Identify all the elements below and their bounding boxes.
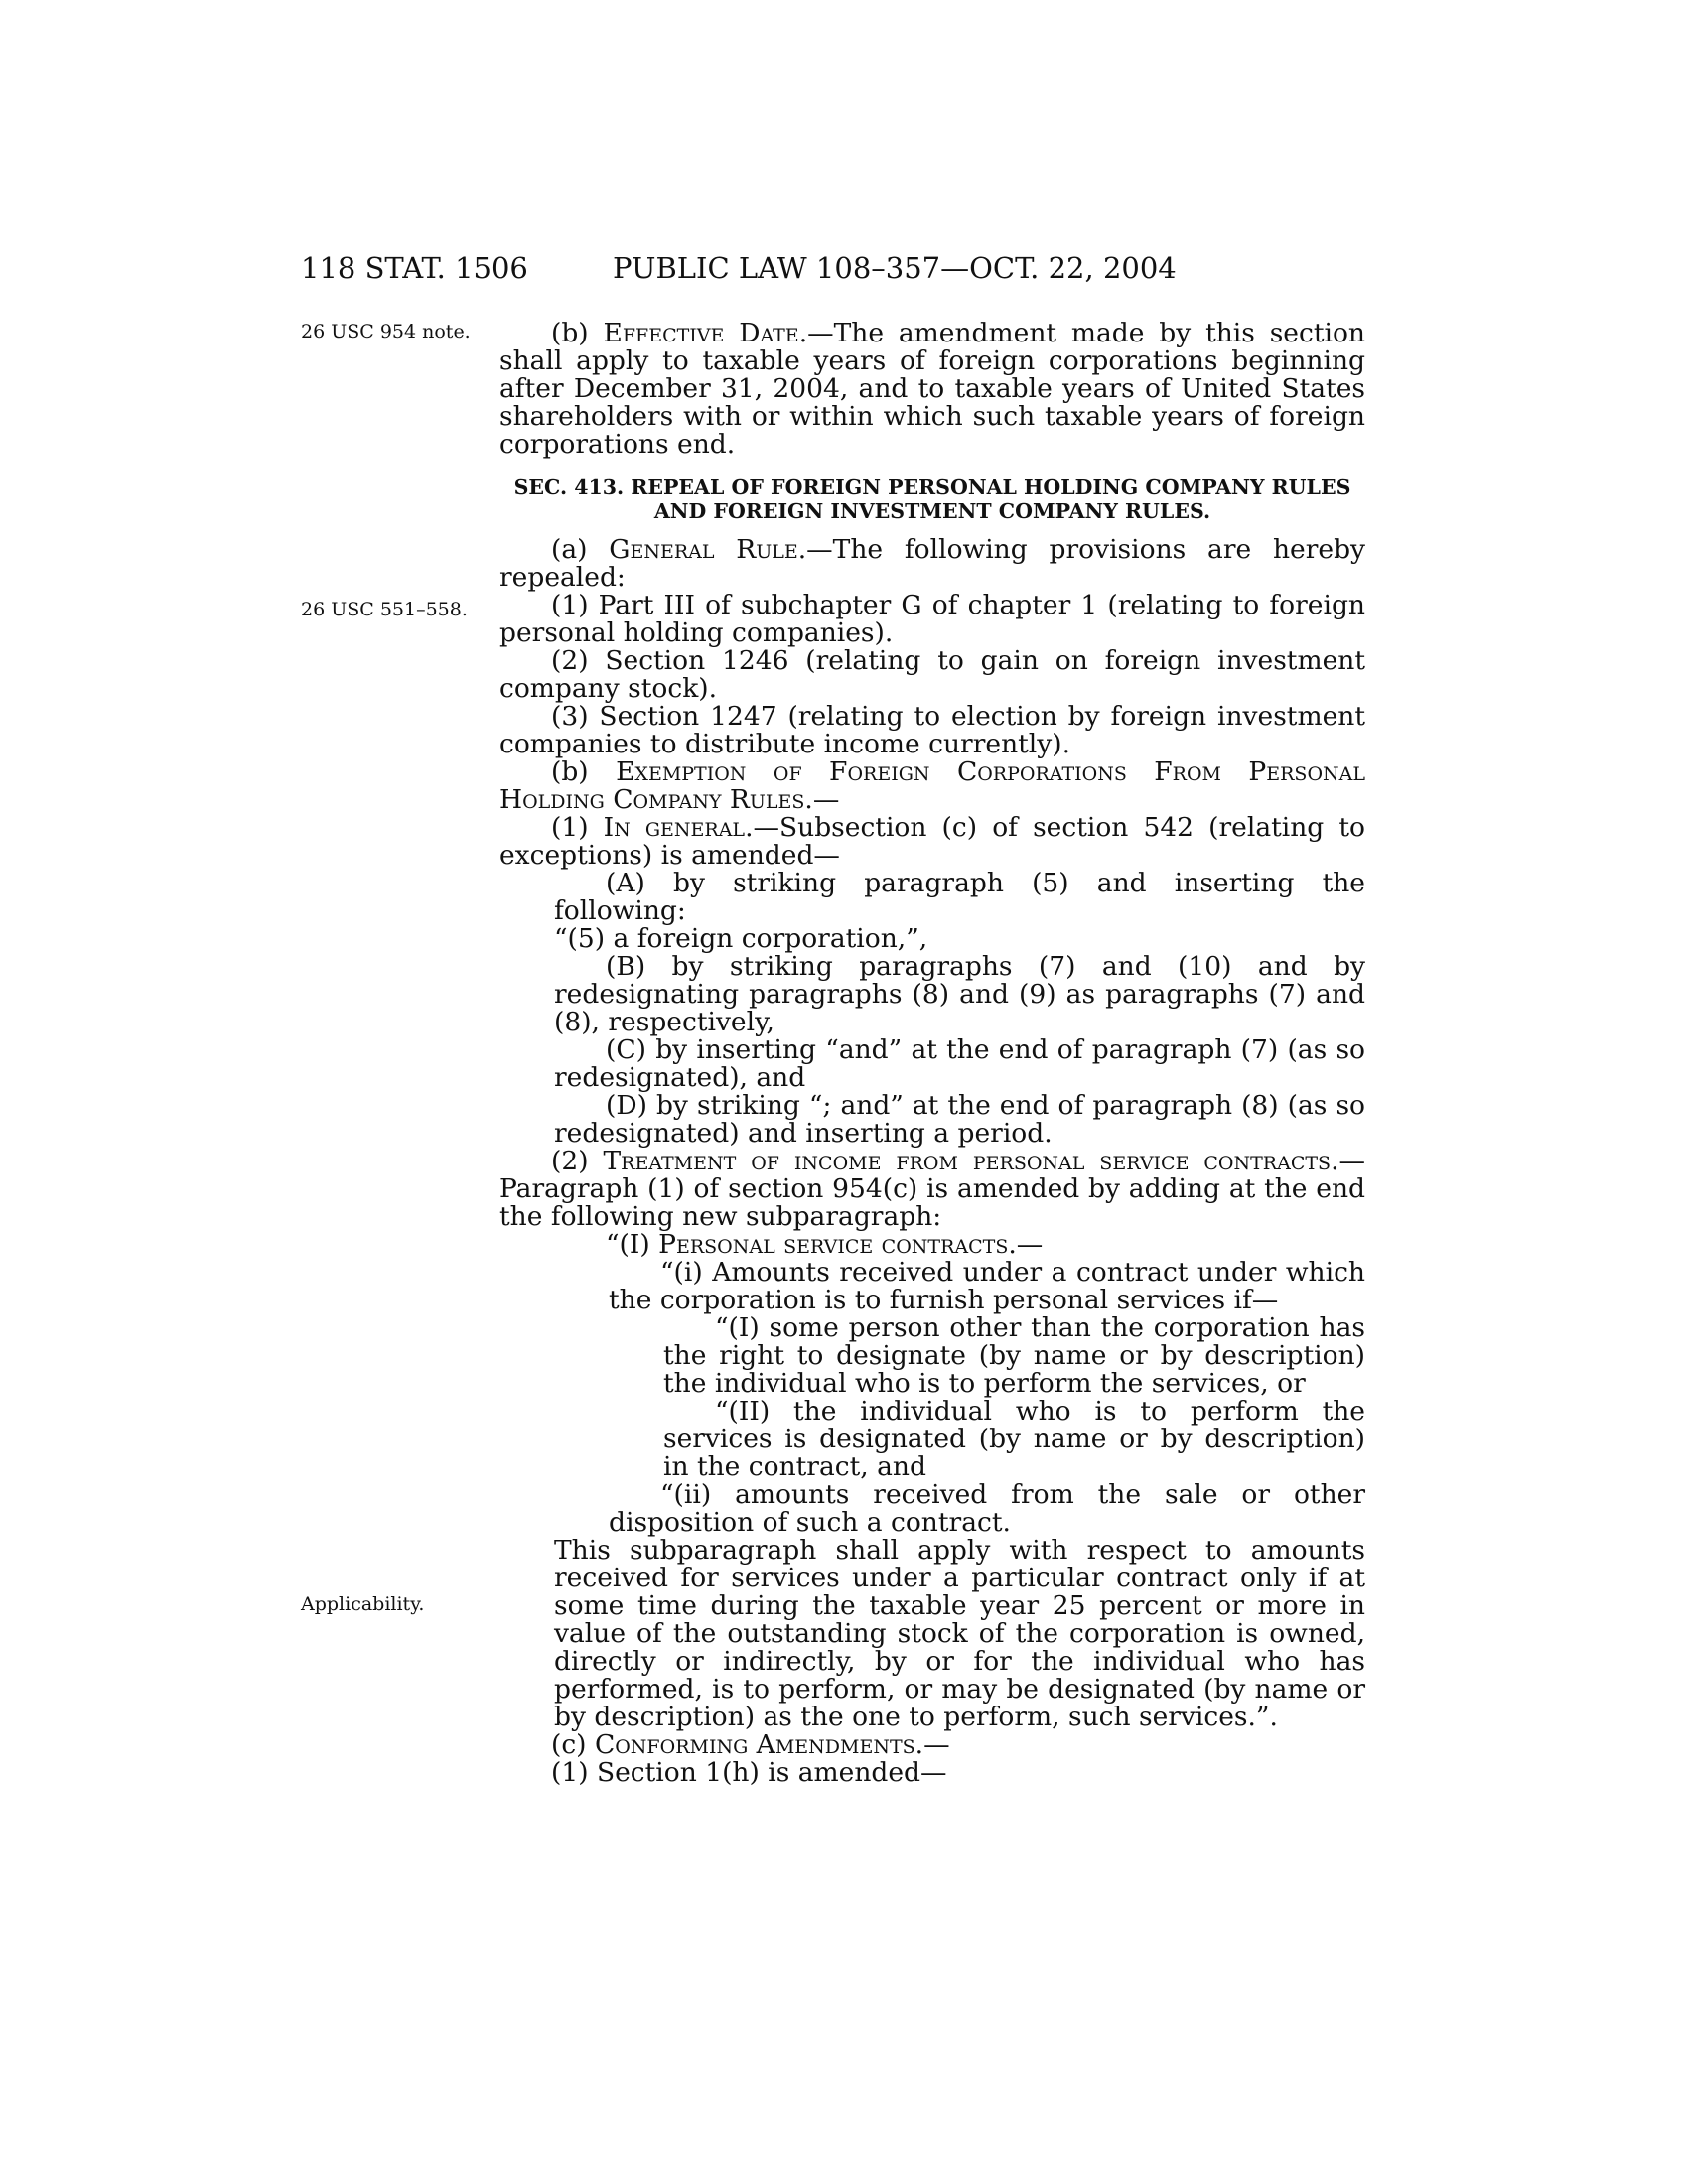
general-rule-paragraph: (a) General Rule.—The following provisions are hereby repealed: <box>499 534 1366 593</box>
document-body <box>499 320 1365 1787</box>
clause-i: “(i) Amounts received under a contract under which the corporation is to furnish personal services if— <box>609 1257 1365 1315</box>
margin-note-applicability: Applicability. <box>301 1593 425 1615</box>
subclause-II: “(II) the individual who is to perform the services is designated (by name or by description) in the contract, and <box>663 1396 1365 1482</box>
clause-b-1-C: (C) by inserting “and” at the end of paragraph (7) (as so redesignated), and <box>554 1034 1365 1093</box>
clause-b-1-D: (D) by striking “; and” at the end of paragraph (8) (as so redesignated) and inserting a period. <box>554 1090 1365 1149</box>
exemption-paragraph: (b) Exemption of Foreign Corporations From Personal Holding Company Rules.— <box>499 756 1365 815</box>
section-title: SEC. 413. REPEAL OF FOREIGN PERSONAL HOLDING COMPANY RULES AND FOREIGN INVESTMENT COMPANY RULES. <box>513 476 1351 523</box>
page-header-title: PUBLIC LAW 108–357—OCT. 22, 2004 <box>613 251 1177 285</box>
margin-note-usc-551: 26 USC 551–558. <box>301 599 468 620</box>
effective-date-paragraph: (b) Effective Date.—The amendment made by this section shall apply to taxable years of foreign corporations beginning after December 31, 2004, and to taxable years of United States shareholders with or within which such taxable years of foreign corporations end. <box>499 318 1365 460</box>
statute-page-number: 118 STAT. 1506 <box>301 251 528 285</box>
subparagraph-I-heading: “(I) Personal service contracts.— <box>606 1229 1044 1260</box>
subclause-I: “(I) some person other than the corporation has the right to designate (by name or by description) the individual who is to perform the services, or <box>663 1312 1365 1399</box>
applicability-paragraph: This subparagraph shall apply with respect to amounts received for services under a particular contract only if at some time during the taxable year 25 percent or more in value of the outstanding stock of the corporation is owned, directly or indirectly, by or for the individual who has performed, is to perform, or may be designated (by name or by description) as the one to perform, such services.”. <box>554 1535 1365 1732</box>
paragraph-a-3: (3) Section 1247 (relating to election by foreign investment companies to distribute income currently). <box>499 701 1365 759</box>
conforming-amendments-heading: (c) Conforming Amendments.— <box>551 1729 950 1760</box>
clause-b-1-B: (B) by striking paragraphs (7) and (10) and by redesignating paragraphs (8) and (9) as paragraphs (7) and (8), respectively, <box>554 951 1365 1037</box>
clause-b-1-A: (A) by striking paragraph (5) and inserting the following: <box>554 868 1365 926</box>
paragraph-b-1: (1) In general.—Subsection (c) of section 542 (relating to exceptions) is amended— <box>499 812 1365 871</box>
margin-note-usc-954: 26 USC 954 note. <box>301 321 471 342</box>
paragraph-a-2: (2) Section 1246 (relating to gain on foreign investment company stock). <box>499 645 1365 704</box>
clause-ii: “(ii) amounts received from the sale or other disposition of such a contract. <box>609 1479 1365 1538</box>
paragraph-a-1: (1) Part III of subchapter G of chapter 1 (relating to foreign personal holding companies). <box>499 590 1365 648</box>
paragraph-b-2: (2) Treatment of income from personal service contracts.—Paragraph (1) of section 954(c) is amended by adding at the end the following new subparagraph: <box>499 1146 1365 1232</box>
quoted-clause-5: “(5) a foreign corporation,”, <box>554 923 928 954</box>
paragraph-c-1: (1) Section 1(h) is amended— <box>551 1757 947 1788</box>
